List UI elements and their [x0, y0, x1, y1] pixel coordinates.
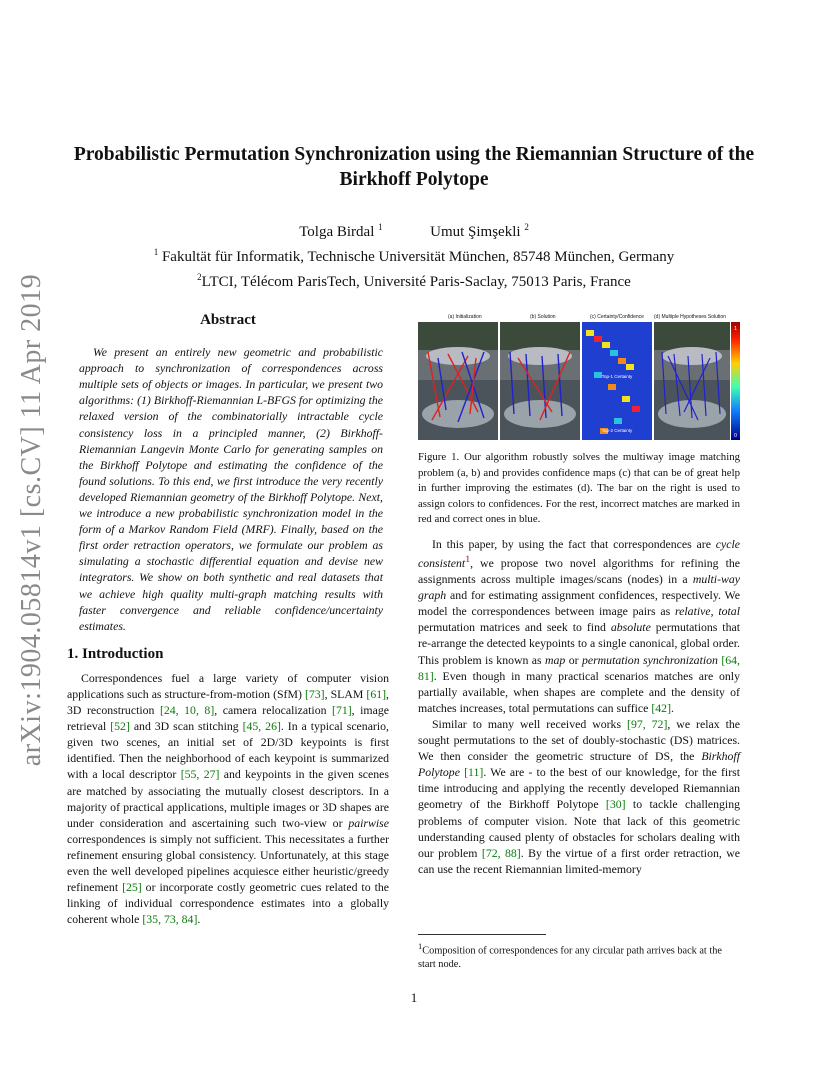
footnote-rule: [418, 934, 546, 935]
confidence-colorbar: [731, 322, 740, 440]
citation-link[interactable]: [25]: [122, 880, 142, 895]
intro-paragraph: Correspondences fuel a large variety of computer vision applications such as structure-from-motion (SfM) [73], SLAM [61], 3D reconstruction [24, 10, 8], camera relocalization [71], image retrieval [52] and 3D scan stitching [45, 26]. In a typical scenario, given two scenes, an initial set of 2D/3D keypoints is first identified. Then the neighborhood of each keypoint is summarized with a local descriptor [55, 27] and keypoints in the given scenes are matched by associating the mutually closest descriptors. In a majority of practical applications, multiple images or 3D shapes are under consideration and ascertaining such two-view or pairwise correspondences is simply not sufficient. This necessitates a further refinement ensuring global consistency. Unfortunately, at this stage even the well developed pipelines acquiesce either heuristic/greedy refinement [25] or incorporate costly geometric cues related to the linking of individual correspondence estimates into a globally coherent whole [35, 73, 84].: [67, 670, 389, 927]
section-heading-introduction: 1. Introduction: [67, 645, 164, 662]
figure-1-caption: Figure 1. Our algorithm robustly solves the multiway image matching problem (a, b) and provides confidence maps (c) that can be of great help in further improving the estimates (d). The bar on the right is used to assign colors to confidences. For the rest, incorrect matches are marked in red and correct ones in blue.: [418, 451, 740, 525]
panel-d-image: [654, 322, 730, 440]
figure-1-image: [418, 314, 740, 442]
affiliation-1: $^1$ Fakultät für Informatik, Technische Universität München, 85748 München, Germany: [153, 247, 675, 265]
citation-link[interactable]: [55, 27]: [180, 767, 220, 782]
citation-link[interactable]: [61]: [366, 686, 387, 701]
right-paragraph-1: In this paper, by using the fact that correspondences are cycle consistent$^1$, we propose two novel algorithms for refining the assignments across multiple images/scans (nodes) in a multi-way graph and for estimating assignment confidences, respectively. We model the correspondences between image pairs as relative, total permutation matrices and seek to find absolute permutations that re-arrange the detected keypoints to a single canonical, global order. This problem is known as map or permutation synchronization [64, 81]. Even though in many practical scenarios matches are only partially available, when shapes are complete and the density of matches increases, total permutations can suffice [42].: [418, 537, 740, 715]
colorbar-bottom-label: 0: [734, 433, 737, 439]
citation-link[interactable]: [11]: [464, 765, 484, 780]
arxiv-stamp-text: arXiv:1904.05814v1 [cs.CV] 11 Apr 2019: [16, 273, 47, 767]
citation-link[interactable]: [71]: [332, 703, 352, 718]
citation-link[interactable]: [64, 81]: [418, 652, 740, 683]
footnote-link[interactable]: 1: [465, 554, 471, 566]
abstract-heading: Abstract: [200, 312, 256, 328]
right-paragraph-2: Similar to many well received works [97, 72], we relax the sought permutations to the set of doubly-stochastic (DS) matrices. We then consider the geometric structure of DS, the Birkhoff Polytope [11]. We are - to the best of our knowledge, for the first time introducing and applying the recently developed Riemannian geometry of the Birkhoff Polytope [30] to tackle challenging problems of computer vision. Note that lack of this geometric understanding caused plenty of obstacles for scholars dealing with our problem [72, 88]. By the virtue of a first order retraction, we can use the recent Riemannian limited-memory: [418, 716, 741, 876]
panel-d-label: (d) Multiple Hypotheses Solution: [654, 314, 726, 320]
paper-title: Probabilistic Permutation Synchronization using the Riemannian Structure of the Birkhoff Polytope: [73, 144, 755, 190]
citation-link[interactable]: [72, 88]: [481, 845, 521, 860]
panel-c-confidence-map: [582, 322, 652, 440]
right-column: [418, 536, 740, 877]
author-1-mark: 1: [378, 222, 383, 232]
arxiv-stamp: [12, 270, 52, 770]
author-names: [70, 217, 758, 242]
citation-link[interactable]: [52]: [110, 719, 130, 734]
left-column: [67, 312, 389, 927]
top-1-label: Top-1 Certainty: [601, 374, 633, 379]
panel-c-label: (c) Certainty/Confidence: [590, 314, 644, 320]
footnote: [418, 934, 740, 972]
author-block: [70, 217, 758, 292]
panel-a-image: [418, 322, 498, 440]
citation-link[interactable]: [97, 72]: [627, 716, 668, 731]
panel-b-label: (b) Solution: [530, 314, 556, 320]
author-2: Umut Şimşekli: [430, 224, 521, 240]
citation-link[interactable]: [24, 10, 8]: [159, 703, 215, 718]
colorbar-top-label: 1: [734, 326, 737, 332]
citation-link[interactable]: [30]: [605, 797, 626, 812]
citation-link[interactable]: [73]: [304, 686, 325, 701]
citation-link[interactable]: [42]: [651, 700, 671, 715]
abstract-text: We present an entirely new geometric and probabilistic approach to synchronization of correspondences across multiple sets of objects or images. In particular, we present two algorithms: (1) Birkhoff-Riemannian L-BFGS for optimizing the relaxed version of the combinatorially intractable cycle consistency loss in a principled manner, (2) Birkhoff-Riemannian Langevin Monte Carlo for generating samples on the Birkhoff Polytope and estimating the confidence of the found solutions. To this end, we first introduce the very recently developed Riemannian geometry of the Birkhoff Polytope. Next, we introduce a new probabilistic synchronization model in the form of a Markov Random Field (MRF). Finally, based on the first order retraction operators, we formulate our problem as simulating a stochastic differential equation and devise new integrators. We show on both synthetic and real datasets that we achieve high quality multi-graph matching results with faster convergence and reliable confidence/uncertainty estimates.: [79, 345, 383, 633]
affiliation-2: $^2$LTCI, Télécom ParisTech, Université Paris-Saclay, 75013 Paris, France: [197, 272, 631, 290]
top-2-label: Top-2 Certainty: [601, 428, 633, 433]
footnote-mark: 1: [418, 941, 423, 951]
figure-1: [418, 314, 740, 528]
citation-link[interactable]: [35, 73, 84]: [142, 912, 198, 927]
author-1: Tolga Birdal: [299, 224, 375, 240]
page-number: 1: [410, 990, 418, 1005]
panel-b-image: [500, 322, 580, 440]
panel-a-label: (a) Initialization: [448, 314, 482, 320]
citation-link[interactable]: [45, 26]: [242, 719, 281, 734]
author-2-mark: 2: [524, 222, 529, 232]
footnote-text: Composition of correspondences for any circular path arrives back at the start node.: [418, 945, 722, 971]
